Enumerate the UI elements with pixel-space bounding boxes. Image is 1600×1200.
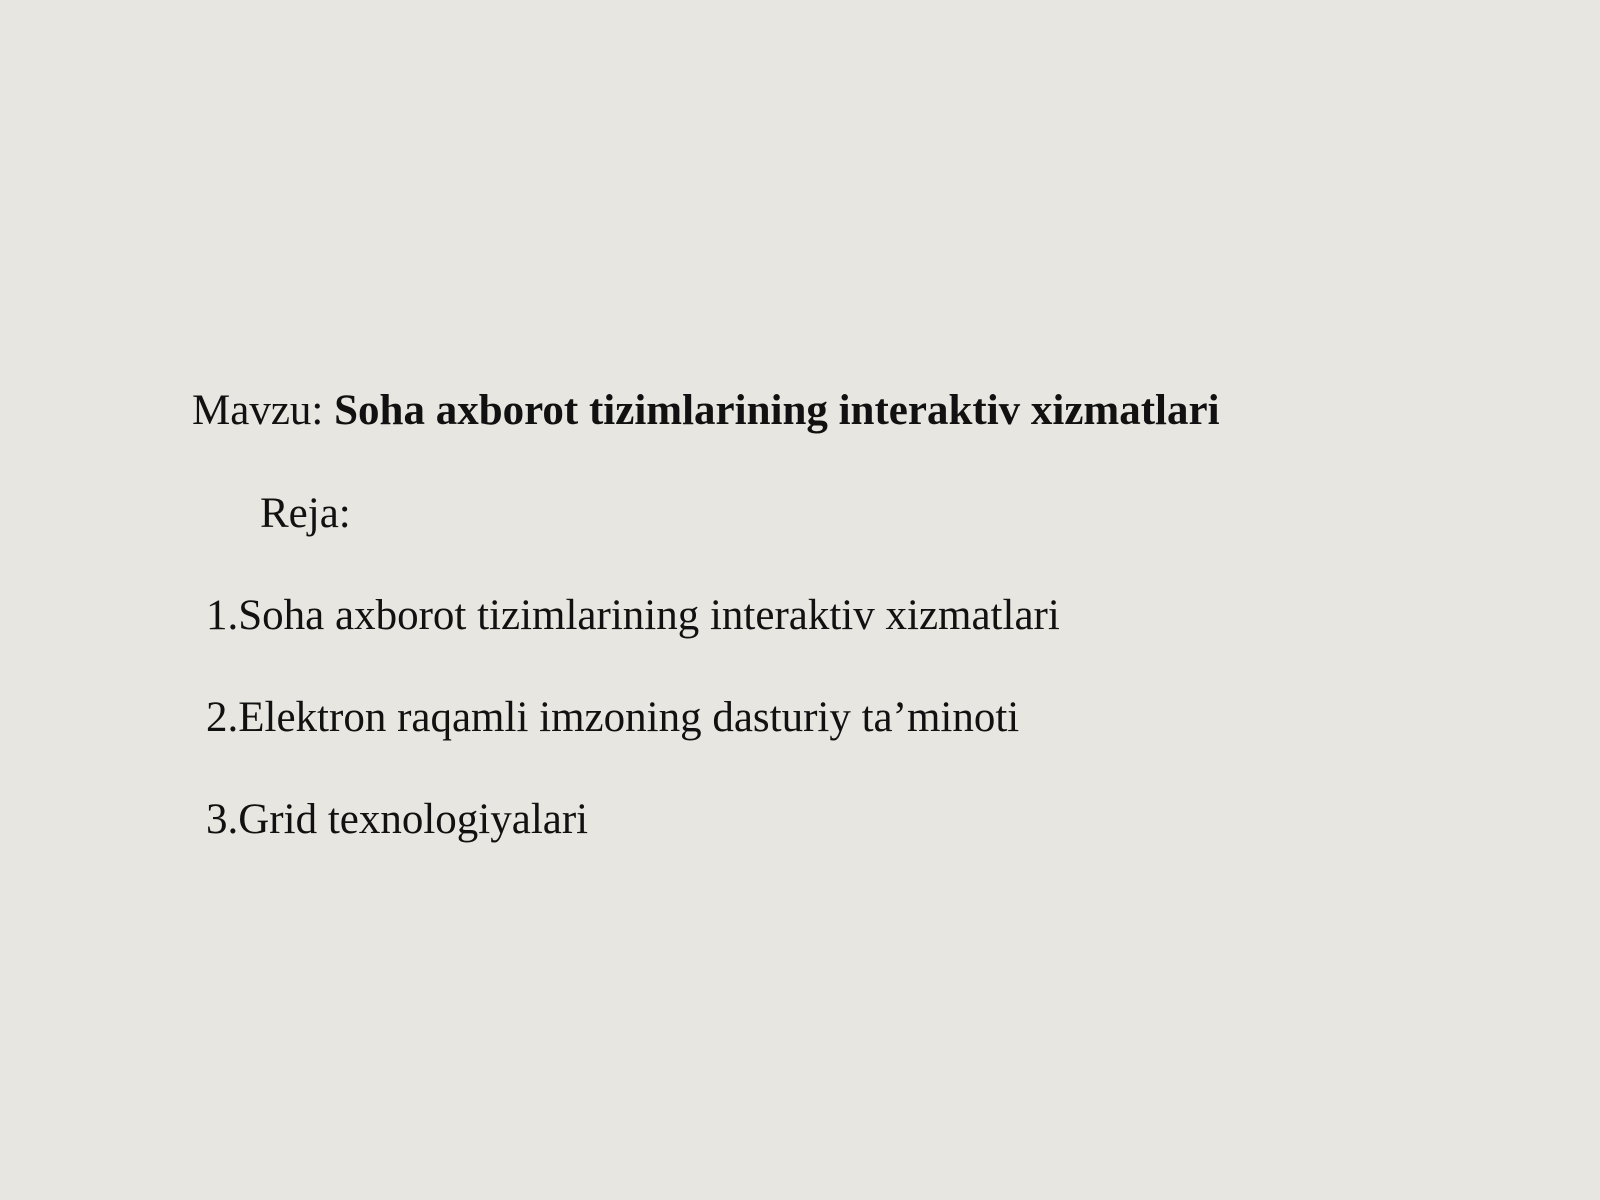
plan-list	[206, 590, 1060, 896]
plan-heading: Reja:	[260, 490, 351, 537]
topic-label: Mavzu:	[192, 387, 335, 434]
topic-line	[192, 385, 1220, 437]
plan-item: 2.Elektron raqamli imzoning dasturiy ta’minoti	[206, 694, 1020, 741]
plan-item: 1.Soha axborot tizimlarining interaktiv xizmatlari	[206, 592, 1060, 639]
plan-item: 3.Grid texnologiyalari	[206, 796, 589, 843]
topic-title: Soha axborot tizimlarining interaktiv xizmatlari	[334, 387, 1220, 434]
